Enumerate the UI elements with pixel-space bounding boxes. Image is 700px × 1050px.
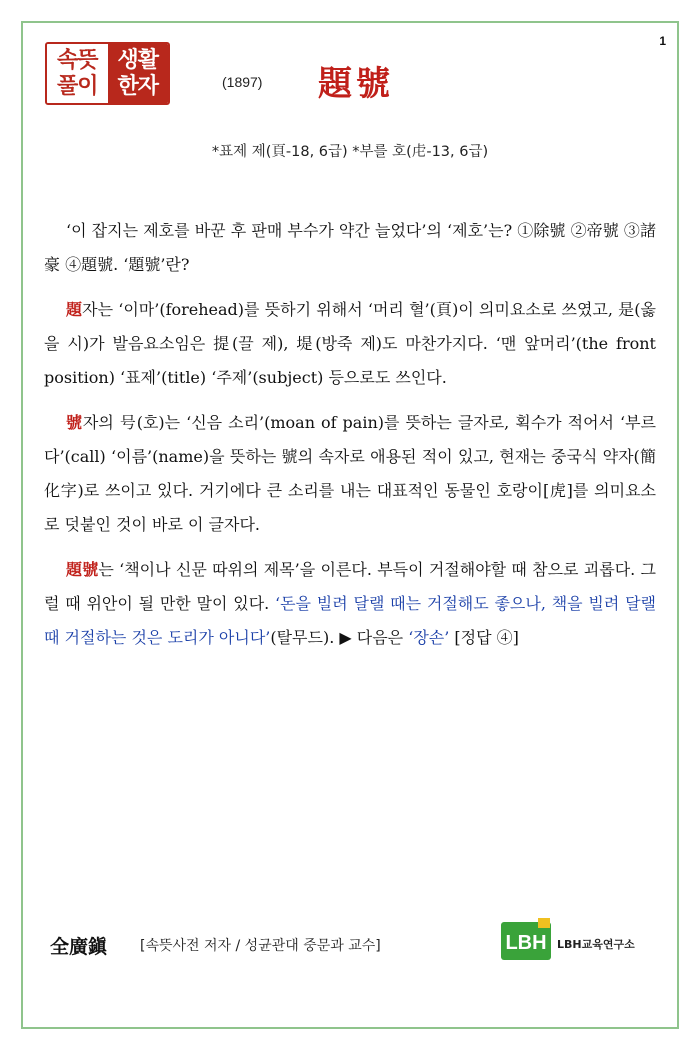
character-info: *표제 제(頁-18, 6급) *부를 호(虍-13, 6급) <box>211 144 489 160</box>
keyword-word: 題號 <box>66 560 99 579</box>
keyword-char1: 題 <box>66 300 83 319</box>
lbh-institute-label: LBH교육연구소 <box>557 938 635 951</box>
next-word: ‘장손’ <box>408 628 450 647</box>
article-body <box>44 214 656 666</box>
lbh-logo-icon <box>500 918 552 962</box>
paragraph-text: 자의 号(호)는 ‘신음 소리’(moan of pain)를 뜻하는 글자로, 획수가 적어서 ‘부르다’(call) ‘이름’(name)을 뜻하는 號의 속자로 애용된 적이 있고, 현재는 중국식 약자(簡化字)로 쓰이고 있다. 거기에다 큰 소리를 내는 대표적인 동물인 호랑이[虎]를 의미요소로 덧붙인 것이 바로 이 글자다. <box>44 413 656 534</box>
page-title: 題號 <box>318 64 394 104</box>
paragraph-text: 자는 ‘이마’(forehead)를 뜻하기 위해서 ‘머리 혈’(頁)이 의미요소로 쓰였고, 是(옳을 시)가 발음요소임은 提(끌 제), 堤(방죽 제)도 마찬가지다. ‘맨 앞머리’(the front position) ‘표제’(title) ‘주제’(subject) 등으로도 쓰인다. <box>44 300 656 387</box>
logo-text: 생활 <box>117 47 158 73</box>
author-role: [속뜻사전 저자 / 성균관대 중문과 교수] <box>140 938 381 954</box>
paragraph-char2 <box>44 406 656 542</box>
logo-text: 속뜻 <box>56 47 98 73</box>
keyword-char2: 號 <box>66 413 83 432</box>
lbh-mark: LBH <box>505 932 547 954</box>
page-number: 1 <box>659 34 666 48</box>
paragraph-word <box>44 553 656 655</box>
logo-text: 풀이 <box>56 73 98 99</box>
series-logo <box>45 42 170 105</box>
answer-text: [정답 ④] <box>449 628 519 647</box>
logo-left-block <box>47 44 108 103</box>
logo-right-block <box>108 44 169 103</box>
article-serial: (1897) <box>222 74 263 90</box>
author-name: 全廣鎭 <box>50 936 108 958</box>
paragraph-intro: ‘이 잡지는 제호를 바꾼 후 판매 부수가 약간 늘었다’의 ‘제호’는? ①除號 ②帝號 ③諸豪 ④題號. ‘題號’란? <box>44 221 656 274</box>
paragraph-text: 는 ‘책이나 신문 따위의 제목’을 이른다. 부득이 거절해야할 때 참으로 괴롭다. 그럴 때 위안이 될 만한 말이 있다. <box>44 560 656 613</box>
talmud-quote: ‘돈을 빌려 달랠 때는 거절해도 좋으나, 책을 빌려 달랠 때 거절하는 것은 도리가 아니다’ <box>44 594 656 647</box>
logo-text: 한자 <box>117 73 158 99</box>
paragraph-text: (탈무드). ▶ 다음은 <box>270 628 409 647</box>
paragraph-char1 <box>44 293 656 395</box>
